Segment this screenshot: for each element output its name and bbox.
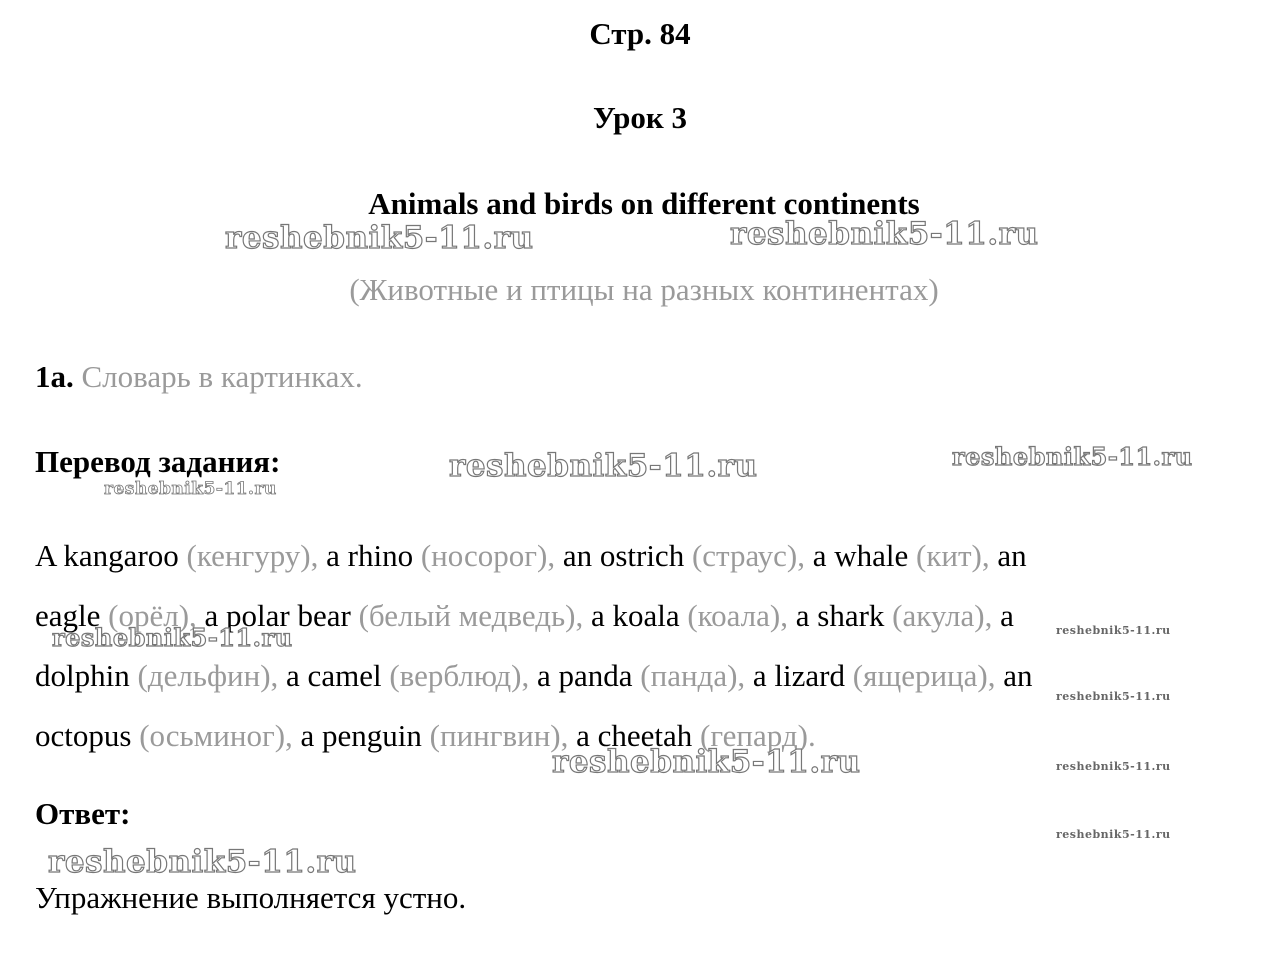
topic-title: Animals and birds on different continents bbox=[368, 186, 920, 221]
task-number: 1a. bbox=[35, 359, 74, 394]
vocab-translation: (пингвин) bbox=[429, 718, 561, 753]
vocab-line: A kangaroo (кенгуру), a rhino (носорог), an ostrich (страус), a whale (кит), an bbox=[35, 538, 1027, 573]
vocab-translation: (белый медведь) bbox=[358, 598, 576, 633]
vocab-translation: (ящерица) bbox=[852, 658, 988, 693]
lesson-title: Урок 3 bbox=[592, 100, 688, 135]
vocab-translation: (гепард) bbox=[700, 718, 808, 753]
vocab-translation: (акула) bbox=[892, 598, 985, 633]
vocab-word: an ostrich bbox=[562, 538, 685, 573]
vocab-word: A kangaroo bbox=[35, 538, 179, 573]
vocab-translation: (осьминог) bbox=[139, 718, 286, 753]
answer-heading: Ответ: bbox=[35, 796, 131, 831]
vocab-line: octopus (осьминог), a penguin (пингвин), a cheetah (гепард). bbox=[35, 718, 816, 753]
vocab-line: eagle (орёл), a polar bear (белый медведь), a koala (коала), a shark (акула), a bbox=[35, 598, 1014, 633]
vocab-translation: (кенгуру) bbox=[186, 538, 311, 573]
watermark: reshebnik5-11.ru bbox=[552, 744, 861, 780]
vocab-word: a whale bbox=[812, 538, 909, 573]
watermark: reshebnik5-11.ru bbox=[449, 448, 758, 484]
vocab-translation: (кит) bbox=[916, 538, 982, 573]
vocab-translation: (коала) bbox=[687, 598, 781, 633]
watermark: reshebnik5-11.ru bbox=[1056, 624, 1171, 637]
vocab-word: a lizard bbox=[752, 658, 845, 693]
page-number: Стр. 84 bbox=[589, 16, 691, 51]
vocab-translation: (панда) bbox=[640, 658, 738, 693]
vocab-word: a penguin bbox=[300, 718, 422, 753]
vocab-translation: (страус) bbox=[691, 538, 798, 573]
vocab-word: a rhino bbox=[326, 538, 414, 573]
task-text: Словарь в картинках. bbox=[81, 359, 363, 394]
vocab-line: dolphin (дельфин), a camel (верблюд), a panda (панда), a lizard (ящерица), an bbox=[35, 658, 1033, 693]
watermark: reshebnik5-11.ru bbox=[225, 220, 534, 256]
vocab-word: a camel bbox=[286, 658, 382, 693]
answer-text: Упражнение выполняется устно. bbox=[35, 880, 467, 915]
task-line bbox=[35, 357, 363, 397]
vocab-word: a polar bear bbox=[204, 598, 351, 633]
vocab-word: a koala bbox=[590, 598, 680, 633]
watermark: reshebnik5-11.ru bbox=[952, 442, 1193, 471]
vocabulary-list bbox=[35, 526, 1215, 766]
vocab-word: a cheetah bbox=[576, 718, 693, 753]
vocab-translation: (дельфин) bbox=[137, 658, 271, 693]
watermark: reshebnik5-11.ru bbox=[104, 479, 277, 499]
vocab-word: a shark bbox=[795, 598, 885, 633]
watermark: reshebnik5-11.ru bbox=[1056, 760, 1171, 773]
watermark: reshebnik5-11.ru bbox=[730, 216, 1039, 252]
vocab-translation: (верблюд) bbox=[389, 658, 522, 693]
topic-translation: (Животные и птицы на разных континентах) bbox=[349, 272, 939, 307]
watermark: reshebnik5-11.ru bbox=[1056, 828, 1171, 841]
vocab-word: a panda bbox=[537, 658, 633, 693]
vocab-translation: (орёл) bbox=[108, 598, 190, 633]
vocab-translation: (носорог) bbox=[420, 538, 548, 573]
watermark: reshebnik5-11.ru bbox=[1056, 690, 1171, 703]
watermark: reshebnik5-11.ru bbox=[52, 623, 293, 652]
translation-heading: Перевод задания: bbox=[35, 444, 281, 479]
watermark: reshebnik5-11.ru bbox=[48, 844, 357, 880]
